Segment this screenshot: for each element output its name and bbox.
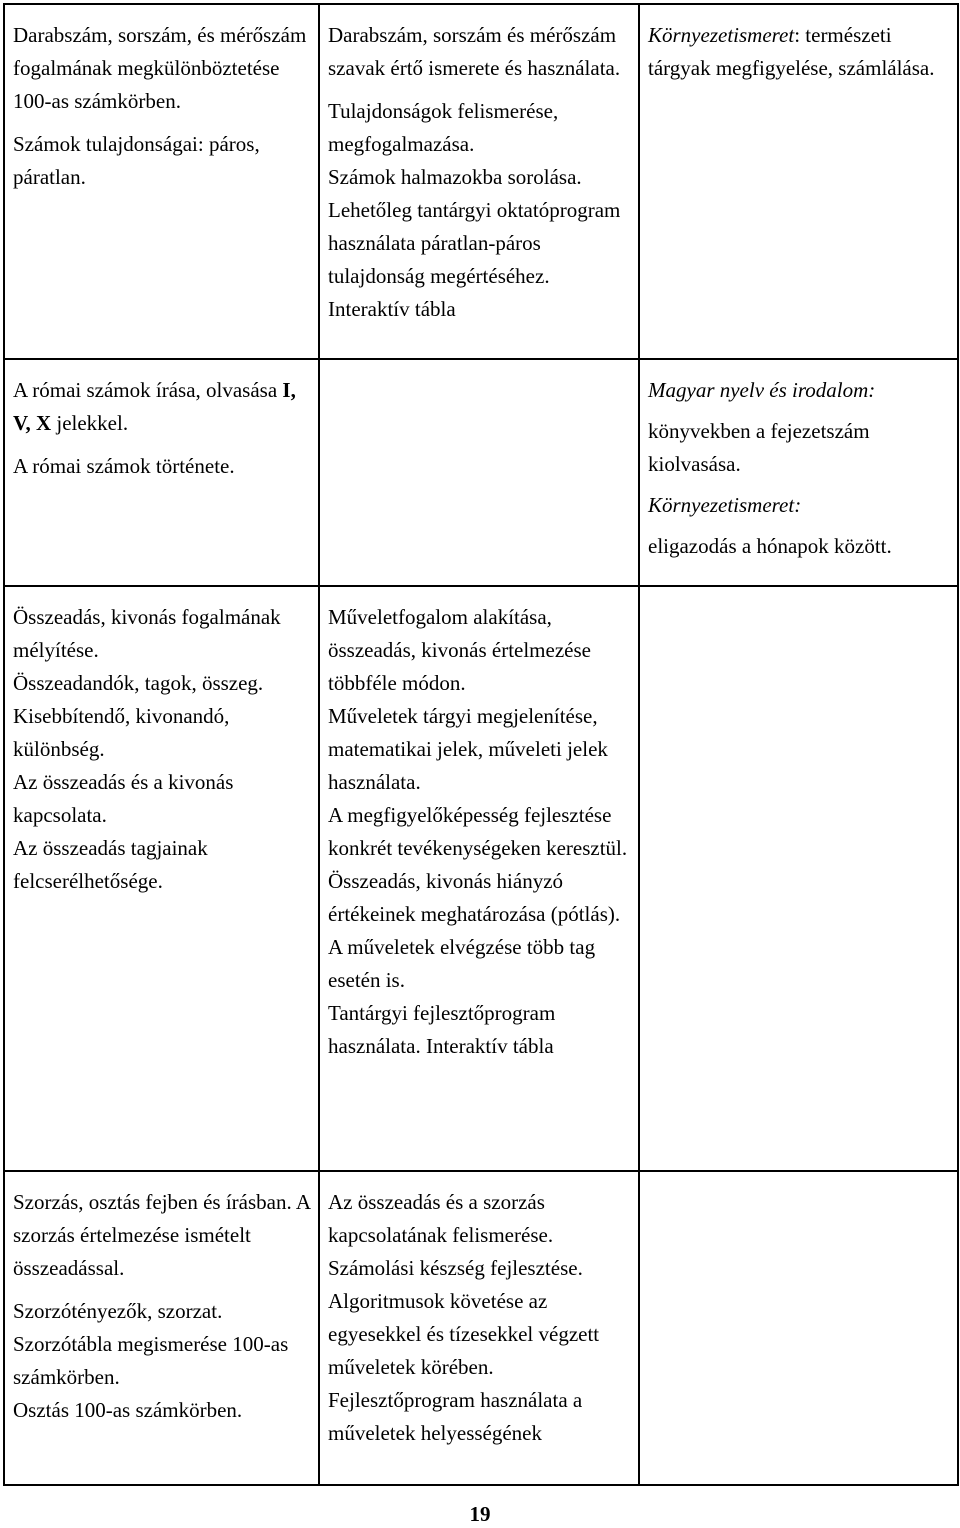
topic-cell [4,586,319,1171]
subject-label: Magyar nyelv és irodalom: [648,378,876,402]
activity-text: A műveletek elvégzése több tag esetén is. [328,935,596,992]
activity-text: A megfigyelőképesség fejlesztése konkrét tevékenységeken keresztül. [328,803,628,860]
activity-text: Műveletek tárgyi megjelenítése, matematikai jelek, műveleti jelek használata. [328,704,608,794]
topic-text-part: jelekkel. [51,411,129,435]
topic-text: Szorzás, osztás fejben és írásban. A szorzás értelmezése ismételt összeadással. [13,1190,310,1280]
curriculum-table [3,3,959,1486]
activity-cell [319,586,639,1171]
table-row [4,4,958,359]
topic-cell [4,1171,319,1485]
topic-text-part: A római számok írása, olvasása [13,378,283,402]
activity-text: Darabszám, sorszám és mérőszám szavak értő ismerete és használata. [328,23,621,80]
connection-cell [639,359,958,586]
activity-cell [319,1171,639,1485]
page-number: 19 [469,1502,491,1526]
activity-text: Műveletfogalom alakítása, összeadás, kivonás értelmezése többféle módon. [328,605,591,695]
subject-label: Környezetismeret: [648,493,802,517]
topic-text: Összeadás, kivonás fogalmának mélyítése. [13,605,281,662]
activity-text: Számok halmazokba sorolása. [328,165,582,189]
topic-text: Az összeadás tagjainak felcserélhetősége. [13,836,208,893]
activity-text: Fejlesztőprogram használata a műveletek helyességének [328,1388,583,1445]
topic-text: Számok tulajdonságai: páros, páratlan. [13,132,260,189]
topic-text: Darabszám, sorszám, és mérőszám fogalmának megkülönböztetése 100-as számkörben. [13,23,307,113]
topic-text: Szorzótábla megismerése 100-as számkörben. [13,1332,289,1389]
topic-text: Az összeadás és a kivonás kapcsolata. [13,770,234,827]
topic-text: Osztás 100-as számkörben. [13,1398,243,1422]
topic-text [13,374,310,440]
activity-text: Algoritmusok követése az egyesekkel és tízesekkel végzett műveletek körében. [328,1289,600,1379]
topic-text: A római számok története. [13,454,235,478]
activity-cell [319,359,639,586]
connection-cell [639,1171,958,1485]
activity-text: Az összeadás és a szorzás kapcsolatának felismerése. [328,1190,554,1247]
table-row [4,586,958,1171]
topic-text: Összeadandók, tagok, összeg. [13,671,264,695]
connection-detail: : természeti tárgyak megfigyelése, számlálása. [648,23,935,80]
activity-text: Tantárgyi fejlesztőprogram használata. Interaktív tábla [328,1001,556,1058]
topic-cell [4,359,319,586]
table-row [4,359,958,586]
connection-cell [639,586,958,1171]
activity-text: Lehetőleg tantárgyi oktatóprogram használata páratlan-páros tulajdonság megértéséhez. Interaktív tábla [328,198,621,321]
topic-cell [4,4,319,359]
connection-detail: könyvekben a fejezetszám kiolvasása. [648,419,870,476]
activity-cell [319,4,639,359]
activity-text: Tulajdonságok felismerése, megfogalmazása. [328,99,559,156]
connection-text [648,19,949,85]
subject-label: Környezetismeret [648,23,795,47]
roman-numerals: I, V, X [13,378,296,435]
connection-cell [639,4,958,359]
table-row [4,1171,958,1485]
activity-text: Összeadás, kivonás hiányzó értékeinek meghatározása (pótlás). [328,869,621,926]
activity-text: Számolási készség fejlesztése. [328,1256,583,1280]
connection-detail: eligazodás a hónapok között. [648,534,892,558]
topic-text: Szorzótényezők, szorzat. [13,1299,223,1323]
topic-text: Kisebbítendő, kivonandó, különbség. [13,704,230,761]
